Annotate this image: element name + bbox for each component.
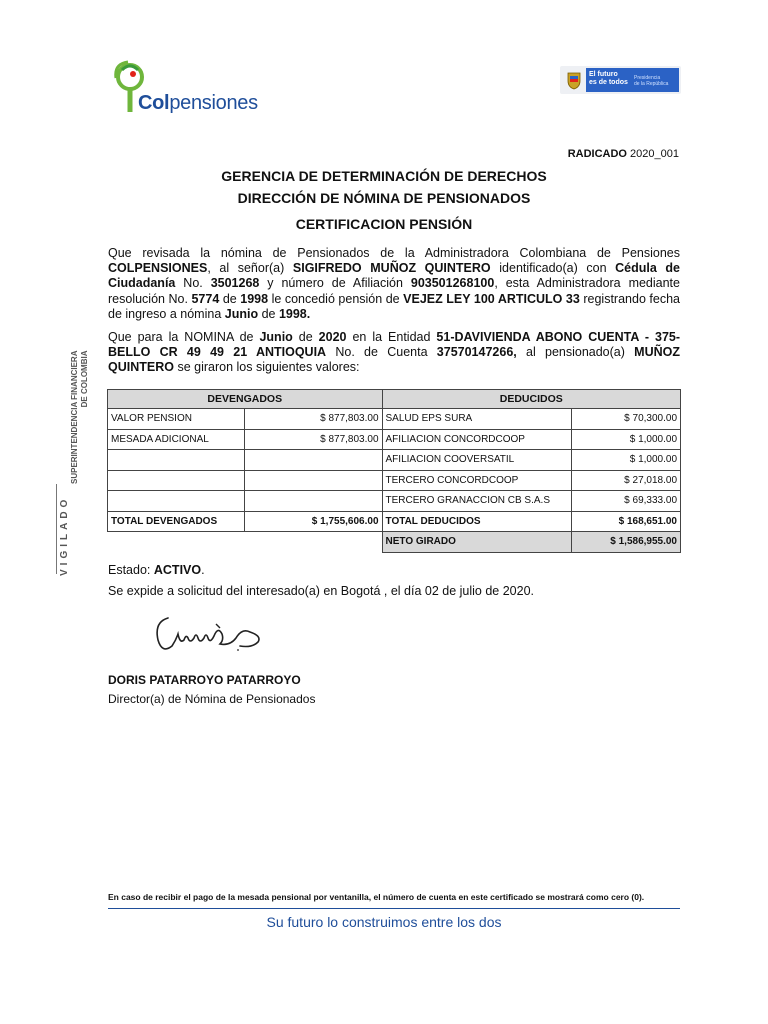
table-row [108, 429, 681, 450]
footnote: En caso de recibir el pago de la mesada pensional por ventanilla, el número de cuenta en este certificado se mostrará como cero (0). [108, 892, 645, 902]
footer-rule [108, 908, 680, 909]
ded-label: TERCERO CONCORDCOOP [382, 470, 572, 491]
ded-label: TERCERO GRANACCION CB S.A.S [382, 491, 572, 512]
dev-value [244, 470, 382, 491]
neto-row [108, 532, 681, 553]
ded-value: $ 70,300.00 [572, 409, 681, 430]
header-devengados: DEVENGADOS [108, 390, 383, 409]
table-header-row [108, 390, 681, 409]
gov-badge-panel [586, 68, 679, 92]
dev-label: MESADA ADICIONAL [108, 429, 245, 450]
total-deducidos-label: TOTAL DEDUCIDOS [382, 511, 572, 532]
slogan: Su futuro lo construimos entre los dos [266, 914, 502, 930]
vigilado-text: VIGILADO [59, 495, 70, 576]
heading-direccion: DIRECCIÓN DE NÓMINA DE PENSIONADOS [237, 190, 531, 206]
values-table [107, 389, 681, 553]
ded-label: AFILIACION COOVERSATIL [382, 450, 572, 471]
dev-label [108, 491, 245, 512]
table-row [108, 450, 681, 471]
heading-certificacion: CERTIFICACION PENSIÓN [295, 216, 473, 232]
dev-value: $ 877,803.00 [244, 429, 382, 450]
neto-girado-label: NETO GIRADO [382, 532, 572, 553]
ded-value: $ 1,000.00 [572, 450, 681, 471]
colombia-shield-icon [564, 70, 584, 90]
ded-value: $ 69,333.00 [572, 491, 681, 512]
total-devengados-label: TOTAL DEVENGADOS [108, 511, 245, 532]
logo-wordmark: Colpensiones [138, 92, 258, 114]
header-deducidos: DEDUCIDOS [382, 390, 680, 409]
superintendencia-line2: DE COLOMBIA [80, 350, 89, 408]
signer-name: DORIS PATARROYO PATARROYO [108, 673, 301, 687]
paragraph-pensioner-info: Que revisada la nómina de Pensionados de la Administradora Colombiana de Pensiones COLPENSIONES, al señor(a) SIGIFREDO MUÑOZ QUINTERO identificado(a) con Cédula de Ciudadanía No. 3501268 y número de Afiliación 903501268100, esta Administradora mediante resolución No. 5774 de 1998 le concedió pensión de VEJEZ LEY 100 ARTICULO 33 registrando fecha de ingreso a nómina Junio de 1998. [108, 246, 681, 321]
gov-line3: Presidencia [634, 75, 661, 81]
ded-value: $ 27,018.00 [572, 470, 681, 491]
empty-cell [244, 532, 382, 553]
empty-cell [108, 532, 245, 553]
ded-label: SALUD EPS SURA [382, 409, 572, 430]
vigilado-side-label [54, 496, 72, 576]
gov-line4: de la República [634, 81, 669, 87]
gov-line2: es de todos [589, 79, 628, 86]
radicado: RADICADO 2020_001 [567, 148, 679, 160]
paragraph-payment-info: Que para la NOMINA de Junio de 2020 en la Entidad 51-DAVIVIENDA ABONO CUENTA - 375-BELLO CR 49 49 21 ANTIOQUIA No. de Cuenta 37570147266, al pensionado(a) MUÑOZ QUINTERO se giraron los siguientes valores: [108, 330, 681, 375]
dev-value [244, 450, 382, 471]
total-devengados-value: $ 1,755,606.00 [244, 511, 382, 532]
totals-row [108, 511, 681, 532]
dev-value: $ 877,803.00 [244, 409, 382, 430]
neto-girado-value: $ 1,586,955.00 [572, 532, 681, 553]
total-deducidos-value: $ 168,651.00 [572, 511, 681, 532]
table-row [108, 409, 681, 430]
handwritten-signature [150, 610, 270, 660]
estado-line: Estado: ACTIVO. [108, 563, 205, 577]
ded-label: AFILIACION CONCORDCOOP [382, 429, 572, 450]
dev-value [244, 491, 382, 512]
signer-role: Director(a) de Nómina de Pensionados [108, 692, 316, 706]
dev-label [108, 450, 245, 471]
superintendencia-line1: SUPERINTENDENCIA FINANCIERA [70, 350, 79, 484]
ded-value: $ 1,000.00 [572, 429, 681, 450]
dev-label: VALOR PENSION [108, 409, 245, 430]
heading-gerencia: GERENCIA DE DETERMINACIÓN DE DERECHOS [221, 168, 547, 184]
table-row [108, 491, 681, 512]
gov-line1: El futuro [589, 71, 618, 78]
government-badge [560, 66, 681, 94]
expide-line: Se expide a solicitud del interesado(a) en Bogotá , el día 02 de julio de 2020. [108, 584, 534, 598]
dev-label [108, 470, 245, 491]
superintendencia-side-label [70, 351, 90, 485]
table-row [108, 470, 681, 491]
